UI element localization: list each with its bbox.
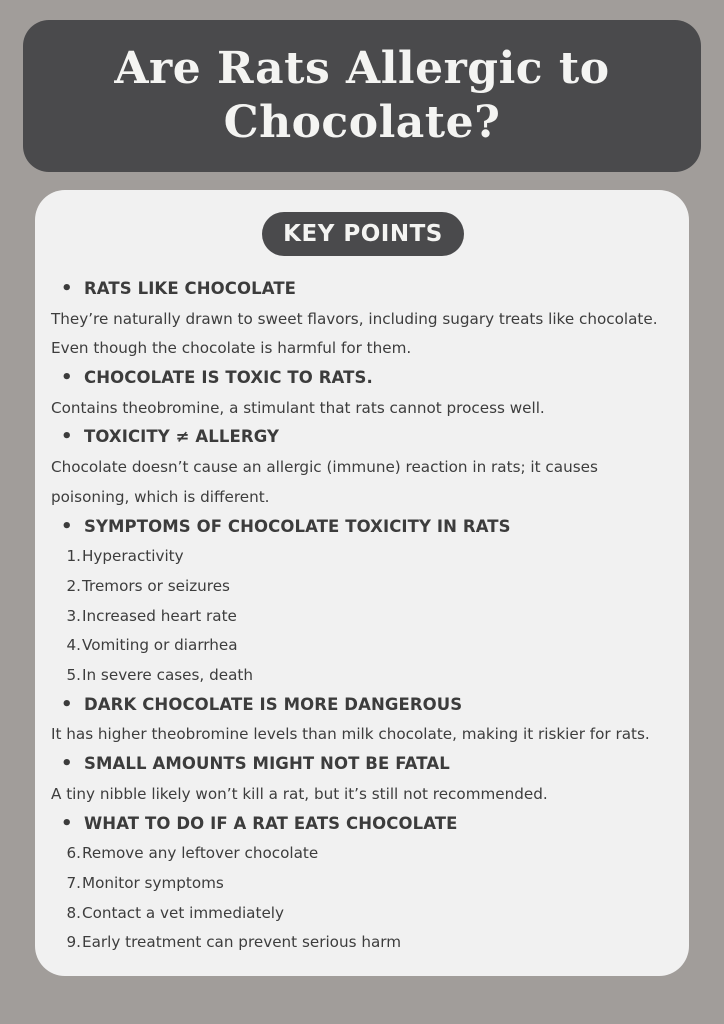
bullet-icon: • bbox=[61, 367, 73, 388]
section-heading-text: CHOCOLATE IS TOXIC TO RATS. bbox=[84, 368, 373, 387]
list-item-text: Remove any leftover chocolate bbox=[82, 844, 319, 862]
list-item-text: In severe cases, death bbox=[82, 666, 253, 684]
section-heading-text: SYMPTOMS OF CHOCOLATE TOXICITY IN RATS bbox=[84, 517, 511, 536]
list-item bbox=[35, 541, 689, 571]
list-item bbox=[35, 601, 689, 631]
section-text-line: poisoning, which is different. bbox=[51, 488, 270, 506]
list-item-number: 2. bbox=[66, 577, 81, 595]
list-item-text: Increased heart rate bbox=[82, 607, 237, 625]
section-heading-text: TOXICITY ≠ ALLERGY bbox=[84, 427, 280, 446]
list-item-number: 7. bbox=[66, 874, 81, 892]
list-item-number: 5. bbox=[66, 666, 81, 684]
list-item bbox=[35, 660, 689, 690]
bullet-icon: • bbox=[61, 426, 73, 447]
list-item-text: Tremors or seizures bbox=[82, 577, 230, 595]
key-points-card bbox=[35, 190, 689, 976]
section-heading bbox=[35, 274, 689, 304]
section-heading bbox=[35, 363, 689, 393]
bullet-icon: • bbox=[61, 753, 73, 774]
section-text-line: A tiny nibble likely won’t kill a rat, but it’s still not recommended. bbox=[51, 785, 548, 803]
title-banner bbox=[23, 20, 701, 172]
section-text-line: It has higher theobromine levels than milk chocolate, making it riskier for rats. bbox=[51, 725, 650, 743]
section-heading-text: SMALL AMOUNTS MIGHT NOT BE FATAL bbox=[84, 754, 450, 773]
list-item-number: 6. bbox=[66, 844, 81, 862]
list-item bbox=[35, 630, 689, 660]
list-item bbox=[35, 868, 689, 898]
list-item-number: 3. bbox=[66, 607, 81, 625]
section-heading bbox=[35, 749, 689, 779]
bullet-icon: • bbox=[61, 694, 73, 715]
section-heading-text: RATS LIKE CHOCOLATE bbox=[84, 279, 297, 298]
section-heading bbox=[35, 809, 689, 839]
section-text-line: Contains theobromine, a stimulant that rats cannot process well. bbox=[51, 399, 545, 417]
key-points-badge: KEY POINTS bbox=[262, 212, 464, 256]
section-heading bbox=[35, 422, 689, 452]
list-item-text: Vomiting or diarrhea bbox=[82, 636, 238, 654]
list-item-text: Hyperactivity bbox=[82, 547, 184, 565]
section-heading bbox=[35, 512, 689, 542]
list-item-text: Early treatment can prevent serious harm bbox=[82, 933, 402, 951]
list-item bbox=[35, 838, 689, 868]
bullet-icon: • bbox=[61, 278, 73, 299]
list-item bbox=[35, 571, 689, 601]
list-item bbox=[35, 927, 689, 957]
page-title: Are Rats Allergic to Chocolate? bbox=[114, 43, 610, 148]
section-text-line: They’re naturally drawn to sweet flavors, including sugary treats like chocolate. bbox=[51, 310, 658, 328]
list-item-number: 9. bbox=[66, 933, 81, 951]
bullet-icon: • bbox=[61, 813, 73, 834]
list-item-number: 4. bbox=[66, 636, 81, 654]
list-item-text: Contact a vet immediately bbox=[82, 904, 284, 922]
section-text-line: Chocolate doesn’t cause an allergic (immune) reaction in rats; it causes bbox=[51, 458, 598, 476]
list-item-number: 8. bbox=[66, 904, 81, 922]
list-item-text: Monitor symptoms bbox=[82, 874, 224, 892]
list-item bbox=[35, 898, 689, 928]
bullet-icon: • bbox=[61, 516, 73, 537]
section-heading-text: DARK CHOCOLATE IS MORE DANGEROUS bbox=[84, 695, 463, 714]
list-item-number: 1. bbox=[66, 547, 81, 565]
section-heading-text: WHAT TO DO IF A RAT EATS CHOCOLATE bbox=[84, 814, 458, 833]
section-text-line: Even though the chocolate is harmful for them. bbox=[51, 339, 412, 357]
section-heading bbox=[35, 690, 689, 720]
